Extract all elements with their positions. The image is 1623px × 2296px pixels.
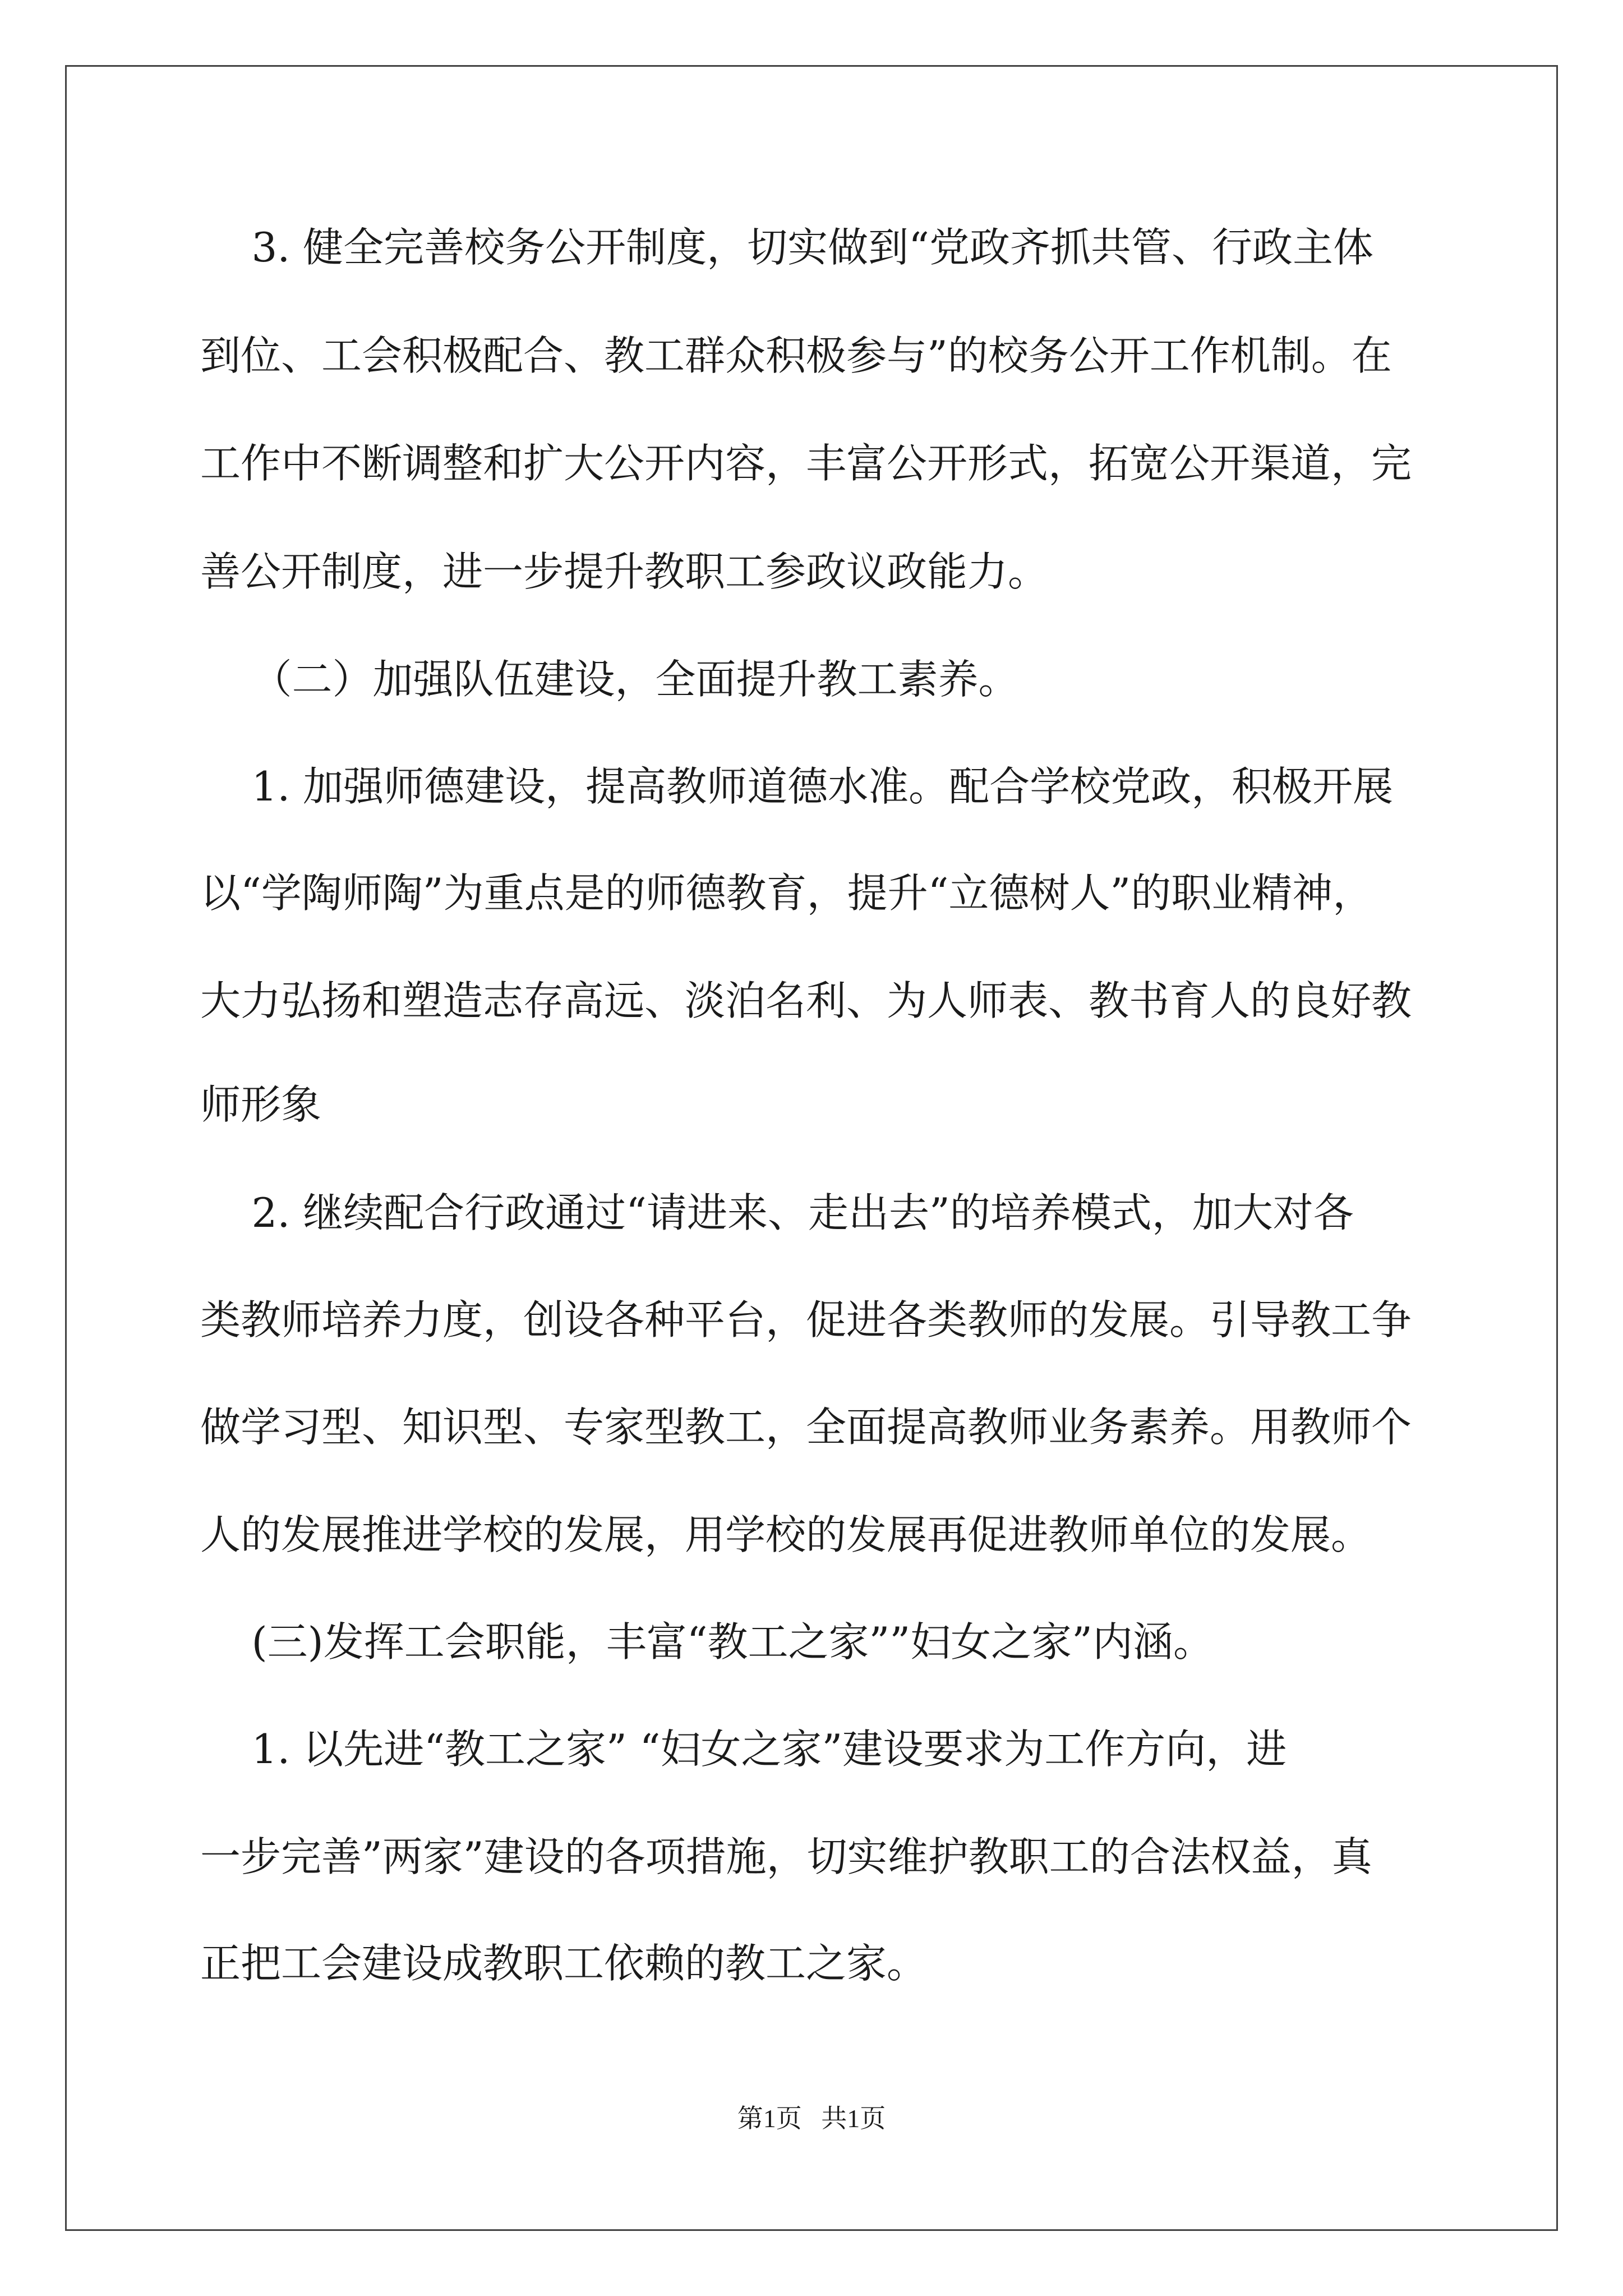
- page-footer: 第1页 共1页: [737, 2104, 886, 2133]
- paragraph-line: 3. 健全完善校务公开制度，切实做到“党政齐抓共管、行政主体: [200, 224, 1373, 271]
- paragraph-line: 善公开制度，进一步提升教职工参政议政能力。: [200, 548, 1049, 595]
- paragraph-line: 工作中不断调整和扩大公开内容，丰富公开形式，拓宽公开渠道，完: [200, 440, 1412, 487]
- paragraph-line: 人的发展推进学校的发展，用学校的发展再促进教师单位的发展。: [200, 1511, 1372, 1558]
- section-heading: (三)发挥工会职能，丰富“教工之家””妇女之家”内涵。: [200, 1618, 1214, 1665]
- paragraph-line: 1. 加强师德建设，提高教师道德水准。配合学校党政，积极开展: [200, 763, 1394, 810]
- paragraph-line: 一步完善”两家”建设的各项措施，切实维护教职工的合法权益，真: [200, 1833, 1372, 1880]
- paragraph-line: 1. 以先进“教工之家” “妇女之家”建设要求为工作方向，进: [200, 1726, 1287, 1773]
- paragraph-line: 到位、工会积极配合、教工群众积极参与”的校务公开工作机制。在: [200, 332, 1392, 379]
- paragraph-line: 师形象: [200, 1081, 322, 1128]
- paragraph-line: 做学习型、知识型、专家型教工，全面提高教师业务素养。用教师个: [200, 1404, 1412, 1451]
- page-border: [65, 65, 1558, 2231]
- paragraph-line: 大力弘扬和塑造志存高远、淡泊名利、为人师表、教书育人的良好教: [200, 977, 1412, 1024]
- paragraph-line: 类教师培养力度，创设各种平台，促进各类教师的发展。引导教工争: [200, 1296, 1412, 1343]
- paragraph-line: 2. 继续配合行政通过“请进来、走出去”的培养模式，加大对各: [200, 1189, 1354, 1236]
- paragraph-line: 以“学陶师陶”为重点是的师德教育，提升“立德树人”的职业精神，: [200, 869, 1373, 917]
- section-heading: （二）加强队伍建设，全面提升教工素养。: [200, 656, 1019, 703]
- paragraph-line: 正把工会建设成教职工依赖的教工之家。: [200, 1940, 928, 1987]
